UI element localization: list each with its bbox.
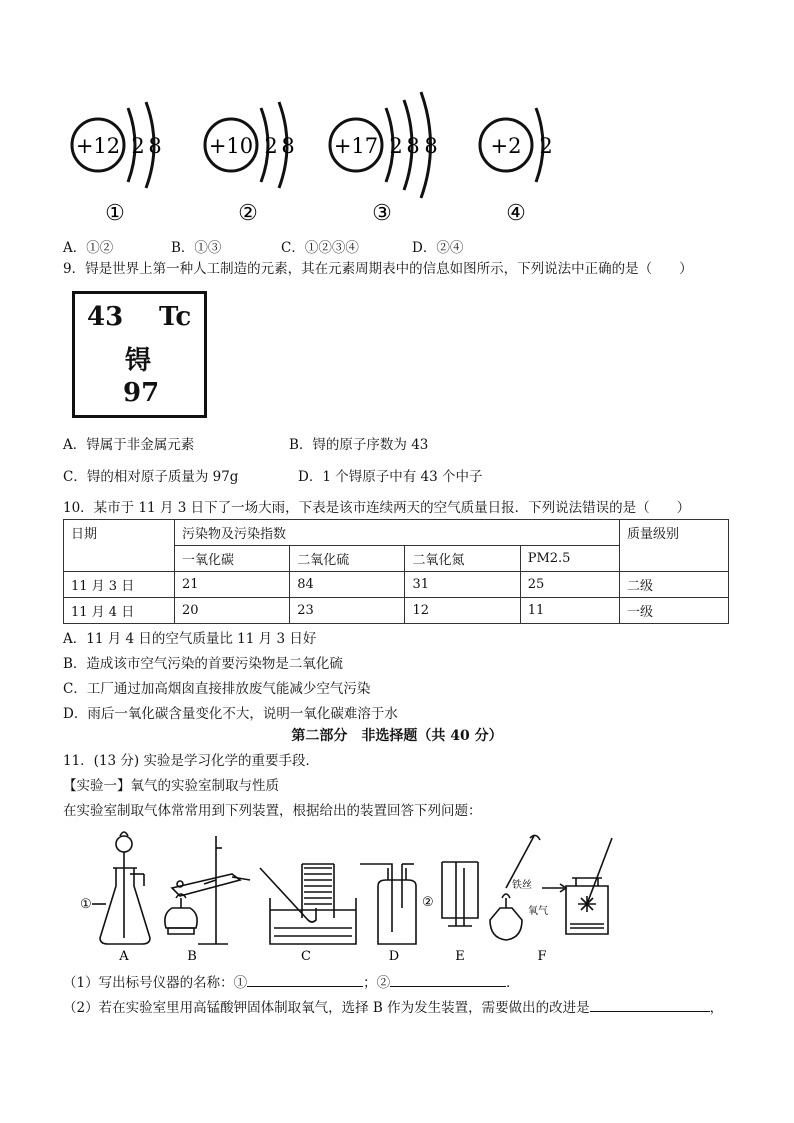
answer-blank-1[interactable] — [247, 974, 363, 987]
nucleus-charge: +2 — [490, 134, 522, 158]
subheader-pm25: PM2.5 — [520, 546, 619, 572]
apparatus-c — [260, 864, 356, 944]
q9-option-a[interactable]: A．锝属于非金属元素 — [63, 437, 195, 453]
atomic-mass: 97 — [123, 378, 160, 408]
row-value: 12 — [405, 598, 520, 624]
element-symbol: Tc — [159, 302, 192, 332]
header-date: 日期 — [64, 520, 175, 572]
oxygen-label: 氧气 — [528, 906, 548, 917]
q9-stem: 9．锝是世界上第一种人工制造的元素，其在元素周期表中的信息如图所示，下列说法中正确的是（ ） — [63, 261, 693, 277]
diagram-label-2: ② — [238, 201, 258, 226]
shell-electrons: 8 — [424, 134, 438, 158]
row-value: 11 — [520, 598, 619, 624]
table-row — [64, 572, 729, 598]
q11-sub1-prefix: （1）写出标号仪器的名称：① — [63, 975, 248, 991]
q8-option-b[interactable]: B．①③ — [171, 240, 222, 256]
q11-section-title: 【实验一】氧气的实验室制取与性质 — [63, 778, 279, 794]
q9-option-b[interactable]: B．锝的原子序数为 43 — [289, 437, 429, 453]
q11-stem: 11．(13 分) 实验是学习化学的重要手段． — [63, 753, 319, 769]
apparatus-d — [360, 864, 416, 944]
row-grade: 二级 — [620, 572, 729, 598]
part2-title: 第二部分 非选择题（共 40 分） — [291, 728, 503, 744]
apparatus-label-a: A — [119, 949, 129, 964]
q10-option-c[interactable]: C．工厂通过加高烟囱直接排放废气能减少空气污染 — [63, 681, 371, 697]
q11-sub2 — [63, 999, 723, 1017]
q10-stem: 10．某市于 11 月 3 日下了一场大雨，下表是该市连续两天的空气质量日报．下列说法错误的是（ ） — [63, 500, 691, 516]
diagram-label-1: ① — [105, 201, 125, 226]
row-value: 31 — [405, 572, 520, 598]
iron-wire-label: 铁丝 — [512, 880, 532, 891]
q10-option-b[interactable]: B．造成该市空气污染的首要污染物是二氧化硫 — [63, 656, 343, 672]
apparatus-a — [92, 832, 150, 944]
subheader-no2: 二氧化氮 — [405, 546, 520, 572]
nucleus-charge: +12 — [75, 134, 121, 158]
apparatus-b — [165, 836, 250, 944]
subheader-co: 一氧化碳 — [175, 546, 290, 572]
q8-option-a[interactable]: A．①② — [63, 240, 114, 256]
mark-1: ① — [80, 897, 92, 912]
q9-option-c[interactable]: C．锝的相对原子质量为 97g — [63, 469, 239, 485]
apparatus-label-b: B — [187, 949, 197, 964]
diagram-label-3: ③ — [372, 201, 392, 226]
nucleus-charge: +17 — [333, 134, 379, 158]
atom-diagram-1 — [72, 102, 162, 188]
q11-intro: 在实验室制取气体常常用到下列装置，根据给出的装置回答下列问题： — [63, 803, 482, 819]
shell-electrons: 2 — [264, 134, 278, 158]
q11-sub1-mid: ；② — [363, 975, 391, 991]
row-date: 11 月 3 日 — [64, 572, 175, 598]
row-value: 25 — [520, 572, 619, 598]
q10-option-d[interactable]: D．雨后一氧化碳含量变化不大，说明一氧化碳难溶于水 — [63, 706, 398, 722]
mark-2: ② — [422, 895, 434, 910]
element-name: 锝 — [125, 346, 152, 376]
q9-option-d[interactable]: D．1 个锝原子中有 43 个中子 — [298, 469, 483, 485]
row-value: 84 — [290, 572, 405, 598]
q8-option-d[interactable]: D．②④ — [412, 240, 464, 256]
q11-sub2-text: （2）若在实验室里用高锰酸钾固体制取氧气，选择 B 作为发生装置，需要做出的改进是 — [63, 1000, 590, 1016]
row-value: 23 — [290, 598, 405, 624]
shell-electrons: 8 — [281, 134, 295, 158]
subheader-so2: 二氧化硫 — [290, 546, 405, 572]
shell-electrons: 2 — [131, 134, 145, 158]
row-grade: 一级 — [620, 598, 729, 624]
q11-sub1-end: ． — [506, 975, 520, 991]
q10-option-a[interactable]: A．11 月 4 日的空气质量比 11 月 3 日好 — [63, 631, 317, 647]
shell-electrons: 8 — [406, 134, 420, 158]
answer-blank-3[interactable] — [590, 999, 710, 1012]
air-quality-table — [63, 519, 729, 624]
atom-diagram-svg — [60, 90, 580, 230]
shell-electrons: 8 — [148, 134, 162, 158]
apparatus-label-d: D — [388, 949, 400, 964]
apparatus-label-f: F — [537, 949, 547, 964]
q11-sub2-end: ， — [709, 1000, 724, 1016]
table-row — [64, 598, 729, 624]
shell-electrons: 2 — [539, 134, 553, 158]
header-grade: 质量级别 — [620, 520, 729, 572]
header-pollutants: 污染物及污染指数 — [175, 520, 620, 546]
q8-option-c[interactable]: C．①②③④ — [281, 240, 359, 256]
periodic-table-cell — [72, 291, 207, 418]
row-value: 20 — [175, 598, 290, 624]
diagram-label-4: ④ — [506, 201, 526, 226]
nucleus-charge: +10 — [208, 134, 254, 158]
apparatus-label-c: C — [301, 949, 311, 964]
answer-blank-2[interactable] — [390, 974, 506, 987]
row-date: 11 月 4 日 — [64, 598, 175, 624]
row-value: 21 — [175, 572, 290, 598]
q11-sub1 — [63, 974, 520, 992]
atom-diagram-3 — [330, 92, 438, 198]
lab-apparatus-svg — [72, 828, 632, 968]
apparatus-label-e: E — [455, 949, 465, 964]
atom-diagram-4 — [480, 108, 553, 182]
apparatus-e — [442, 862, 478, 926]
apparatus-f — [490, 835, 612, 940]
atomic-number: 43 — [87, 302, 124, 332]
atom-diagram-2 — [205, 102, 295, 188]
shell-electrons: 2 — [389, 134, 403, 158]
